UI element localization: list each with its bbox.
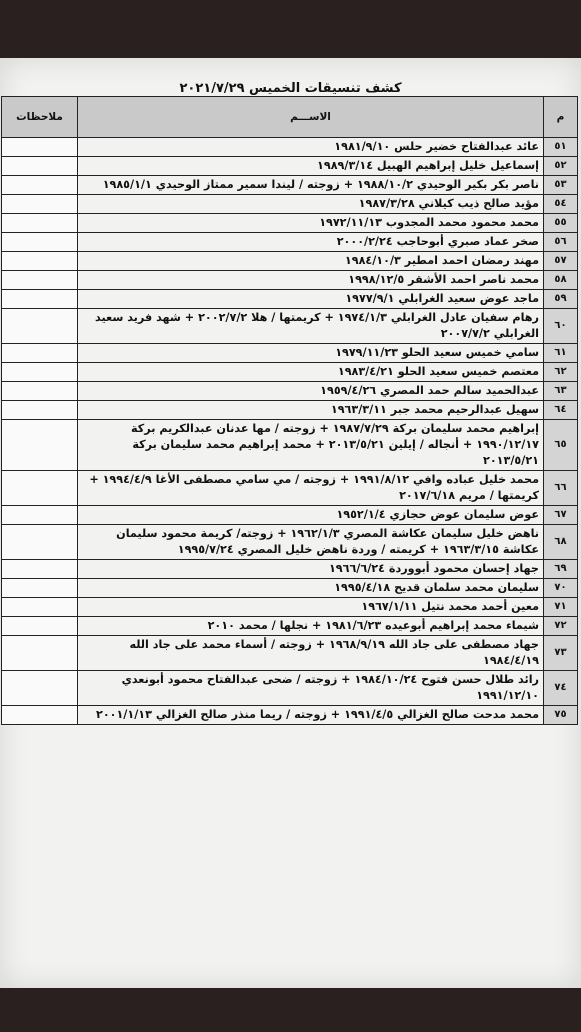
table-row [2, 706, 578, 725]
row-notes [2, 525, 78, 560]
row-name: محمد محمود محمد المجدوب ١٩٧٢/١١/١٣ [78, 214, 544, 233]
table-row [2, 598, 578, 617]
header-name: الاســـم [78, 97, 544, 138]
row-notes [2, 598, 78, 617]
row-name: ناهض خليل سليمان عكاشة المصري ١٩٦٢/١/٣ + زوجته/ كريمة محمود سليمان عكاشة ١٩٦٣/٣/١٥ + كريمته / وردة ناهض خليل المصري ١٩٩٥/٧/٢٤ [78, 525, 544, 560]
table-row [2, 506, 578, 525]
row-number: ٧٥ [544, 706, 578, 725]
table-header-row [2, 97, 578, 138]
row-notes [2, 471, 78, 506]
row-notes [2, 420, 78, 471]
row-number: ٦٩ [544, 560, 578, 579]
row-number: ٦٦ [544, 471, 578, 506]
row-notes [2, 233, 78, 252]
table-row [2, 214, 578, 233]
row-number: ٧٢ [544, 617, 578, 636]
row-name: سهيل عبدالرحيم محمد جبر ١٩٦٣/٣/١١ [78, 401, 544, 420]
row-notes [2, 344, 78, 363]
row-notes [2, 157, 78, 176]
row-notes [2, 506, 78, 525]
table-row [2, 420, 578, 471]
row-number: ٦٤ [544, 401, 578, 420]
table-row [2, 157, 578, 176]
row-name: إسماعيل خليل إبراهيم الهبيل ١٩٨٩/٣/١٤ [78, 157, 544, 176]
row-notes [2, 176, 78, 195]
table-row [2, 525, 578, 560]
row-notes [2, 706, 78, 725]
row-notes [2, 382, 78, 401]
row-name: صخر عماد صبري أبوحاجب ٢٠٠٠/٢/٢٤ [78, 233, 544, 252]
row-name: ماجد عوض سعيد الغرابلي ١٩٧٧/٩/١ [78, 290, 544, 309]
row-notes [2, 671, 78, 706]
row-name: رائد طلال حسن فتوح ١٩٨٤/١٠/٢٤ + زوجته / ضحى عبدالفتاح محمود أبونعدي ١٩٩١/١٢/١٠ [78, 671, 544, 706]
row-number: ٥٣ [544, 176, 578, 195]
table-row [2, 617, 578, 636]
table-row [2, 195, 578, 214]
row-name: محمد خليل عباده وافي ١٩٩١/٨/١٢ + زوجته / مي سامي مصطفى الأغا ١٩٩٤/٤/٩ + كريمتها / مريم ٢٠١٧/٦/١٨ [78, 471, 544, 506]
row-number: ٥٩ [544, 290, 578, 309]
row-number: ٦٠ [544, 309, 578, 344]
header-notes: ملاحظات [2, 97, 78, 138]
row-notes [2, 617, 78, 636]
row-name: محمد ناصر احمد الأشقر ١٩٩٨/١٢/٥ [78, 271, 544, 290]
coordination-table [1, 96, 578, 725]
row-number: ٥٥ [544, 214, 578, 233]
row-notes [2, 579, 78, 598]
table-row [2, 290, 578, 309]
row-name: عائد عبدالفتاح خضير حلس ١٩٨١/٩/١٠ [78, 138, 544, 157]
row-number: ٦٣ [544, 382, 578, 401]
row-name: مهند رمضان احمد امطير ١٩٨٤/١٠/٣ [78, 252, 544, 271]
table-row [2, 138, 578, 157]
table-row [2, 671, 578, 706]
table-row [2, 344, 578, 363]
row-notes [2, 401, 78, 420]
table-row [2, 233, 578, 252]
row-number: ٥٢ [544, 157, 578, 176]
row-number: ٧٣ [544, 636, 578, 671]
row-name: رهام سفيان عادل الغرابلي ١٩٧٤/١/٣ + كريمتها / هلا ٢٠٠٢/٧/٢ + شهد فريد سعيد الغرابلي ٢٠٠٧/٧/٢ [78, 309, 544, 344]
row-notes [2, 560, 78, 579]
row-number: ٥١ [544, 138, 578, 157]
row-name: سامي خميس سعيد الحلو ١٩٧٩/١١/٢٣ [78, 344, 544, 363]
row-name: جهاد إحسان محمود أبووردة ١٩٦٦/٦/٢٤ [78, 560, 544, 579]
table-row [2, 363, 578, 382]
row-name: سليمان محمد سلمان قديح ١٩٩٥/٤/١٨ [78, 579, 544, 598]
row-notes [2, 252, 78, 271]
row-name: محمد مدحت صالح الغزالي ١٩٩١/٤/٥ + زوجته / ريما منذر صالح الغزالي ٢٠٠١/١/١٣ [78, 706, 544, 725]
table-row [2, 560, 578, 579]
table-row [2, 176, 578, 195]
table-row [2, 636, 578, 671]
row-number: ٥٦ [544, 233, 578, 252]
row-name: عبدالحميد سالم حمد المصري ١٩٥٩/٤/٢٦ [78, 382, 544, 401]
row-notes [2, 195, 78, 214]
row-name: شيماء محمد إبراهيم أبوعيده ١٩٨١/٦/٢٣ + نجلها / محمد ٢٠١٠ [78, 617, 544, 636]
row-notes [2, 636, 78, 671]
row-notes [2, 290, 78, 309]
row-notes [2, 363, 78, 382]
table-row [2, 309, 578, 344]
row-number: ٦١ [544, 344, 578, 363]
header-number: م [544, 97, 578, 138]
table-row [2, 382, 578, 401]
row-name: عوض سليمان عوض حجازي ١٩٥٢/١/٤ [78, 506, 544, 525]
row-notes [2, 138, 78, 157]
row-number: ٧٠ [544, 579, 578, 598]
table-row [2, 252, 578, 271]
row-number: ٥٨ [544, 271, 578, 290]
row-number: ٦٢ [544, 363, 578, 382]
document-page [0, 58, 581, 988]
row-number: ٧٤ [544, 671, 578, 706]
row-name: ناصر بكر بكير الوحيدي ١٩٨٨/١٠/٢ + زوجته / ليندا سمير ممتاز الوحيدي ١٩٨٥/١/١ [78, 176, 544, 195]
row-number: ٦٨ [544, 525, 578, 560]
table-row [2, 579, 578, 598]
row-name: معين أحمد محمد نتيل ١٩٦٧/١/١١ [78, 598, 544, 617]
row-number: ٧١ [544, 598, 578, 617]
row-number: ٥٤ [544, 195, 578, 214]
table-body [2, 138, 578, 725]
table-row [2, 271, 578, 290]
page-title: كشف تنسيقات الخميس ٢٠٢١/٧/٢٩ [179, 81, 402, 96]
row-name: جهاد مصطفى على جاد الله ١٩٦٨/٩/١٩ + زوجته / أسماء محمد على جاد الله ١٩٨٤/٤/١٩ [78, 636, 544, 671]
row-number: ٦٧ [544, 506, 578, 525]
row-number: ٦٥ [544, 420, 578, 471]
row-name: إبراهيم محمد سليمان بركة ١٩٨٧/٧/٢٩ + زوجته / مها عدنان عبدالكريم بركة ١٩٩٠/١٢/١٧ + أنجاله / إيلين ٢٠١٣/٥/٢١ + محمد إبراهيم محمد سليمان بركة ٢٠١٣/٥/٢١ [78, 420, 544, 471]
row-notes [2, 309, 78, 344]
row-notes [2, 271, 78, 290]
table-row [2, 471, 578, 506]
row-name: معتصم خميس سعيد الحلو ١٩٨٣/٤/٢١ [78, 363, 544, 382]
row-name: مؤيد صالح ذيب كيلاني ١٩٨٧/٣/٢٨ [78, 195, 544, 214]
table-row [2, 401, 578, 420]
row-number: ٥٧ [544, 252, 578, 271]
row-notes [2, 214, 78, 233]
